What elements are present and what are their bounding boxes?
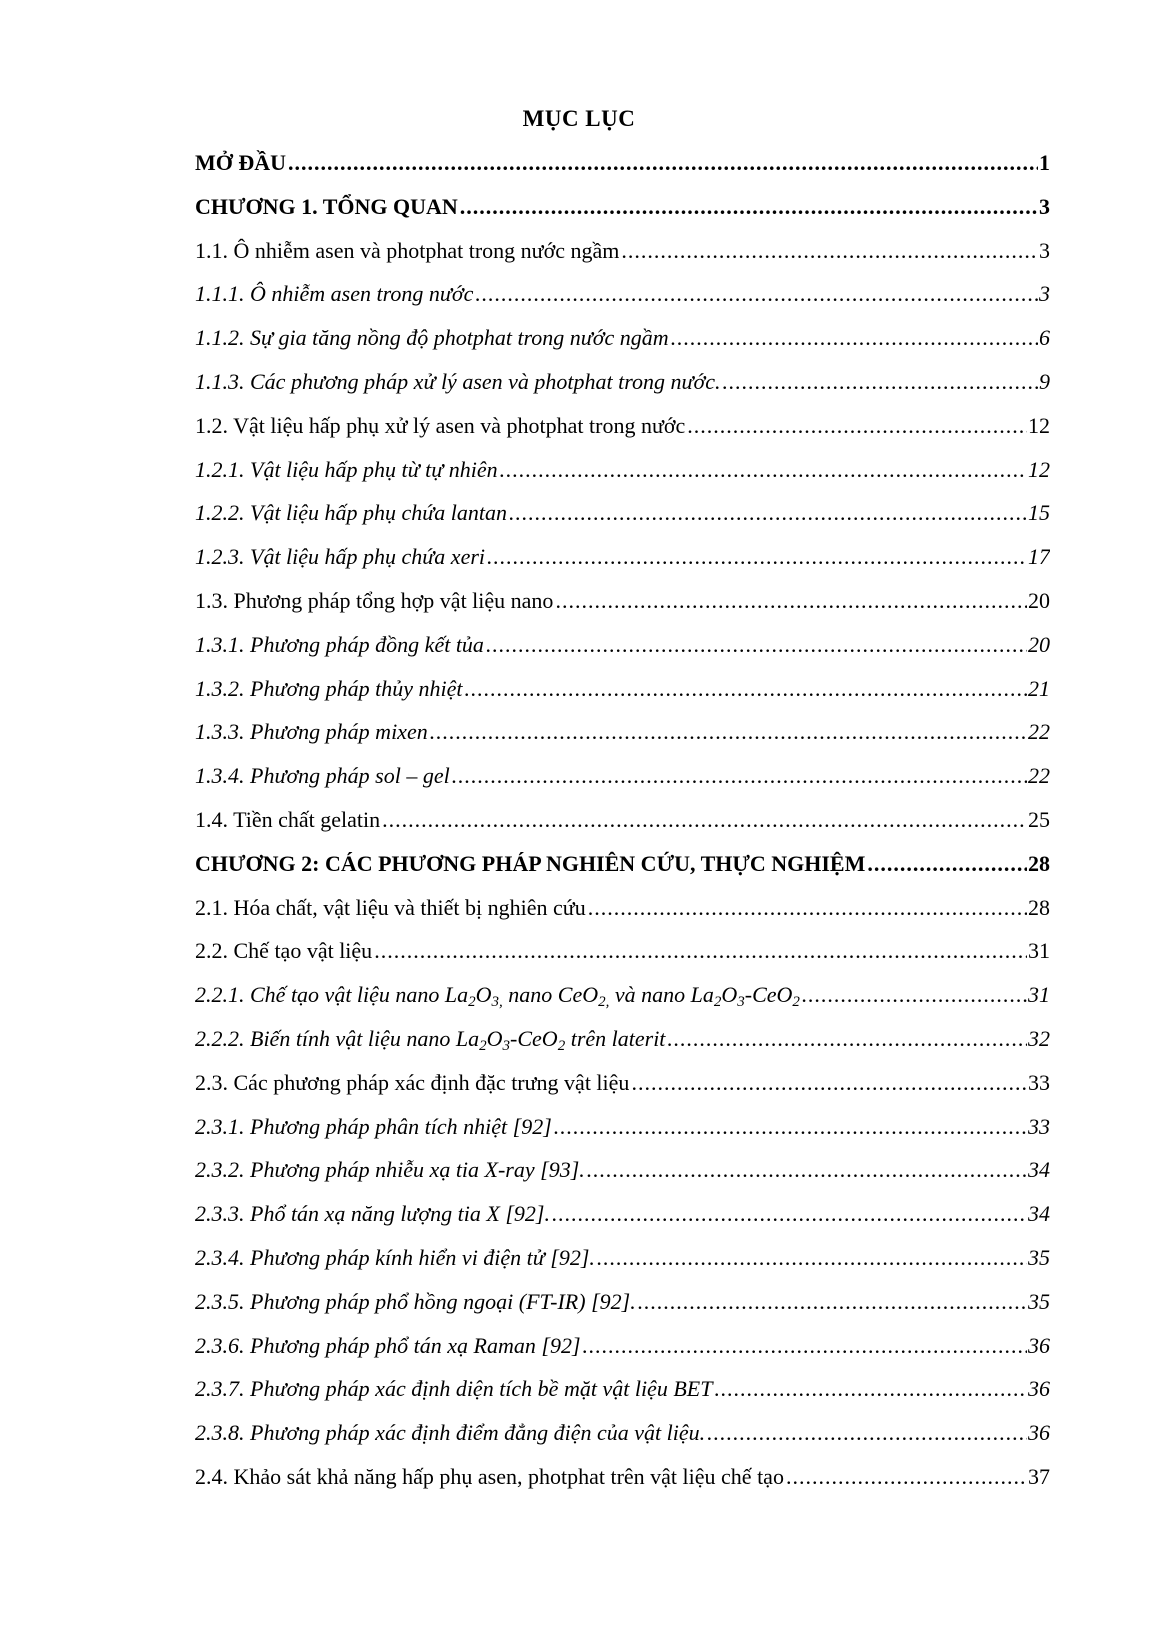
toc-page-number: 22 <box>1028 763 1050 789</box>
toc-entry-label: MỞ ĐẦU <box>195 150 287 175</box>
toc-entry-2-1[interactable] <box>195 895 1050 939</box>
page-title: MỤC LỤC <box>522 106 636 131</box>
dot-leader <box>786 1464 1027 1490</box>
dot-leader <box>552 1201 1027 1227</box>
toc-page-number: 3 <box>1039 193 1050 219</box>
dot-leader <box>555 588 1027 614</box>
toc-entry-label: 2.4. Khảo sát khả năng hấp phụ asen, photphat trên vật liệu chế tạo <box>195 1463 784 1489</box>
toc-entry-1-1[interactable] <box>195 238 1050 282</box>
toc-entry-1-3-2[interactable] <box>195 676 1050 720</box>
toc-entry-label: 2.3.8. Phương pháp xác định điểm đẳng điện của vật liệu. <box>195 1420 706 1446</box>
toc-entry-mo-dau[interactable] <box>195 150 1050 194</box>
toc-entry-1-1-1[interactable] <box>195 281 1050 325</box>
toc-entry-2-2[interactable] <box>195 938 1050 982</box>
toc-entry-2-3-8[interactable] <box>195 1420 1050 1464</box>
toc-entry-label: 1.2.3. Vật liệu hấp phụ chứa xeri <box>195 544 486 570</box>
toc-entry-label: 2.3.1. Phương pháp phân tích nhiệt [92] <box>195 1113 552 1139</box>
dot-leader <box>500 457 1027 483</box>
toc-entry-label: 1.1.1. Ô nhiễm asen trong nước <box>195 281 474 307</box>
dot-leader <box>288 150 1038 176</box>
dot-leader <box>374 938 1027 964</box>
toc-entry-label: 1.2.2. Vật liệu hấp phụ chứa lantan <box>195 500 508 526</box>
toc-entry-label: 2.3.5. Phương pháp phổ hồng ngoại (FT-IR) [92]. <box>195 1288 636 1314</box>
dot-leader <box>382 807 1027 833</box>
dot-leader <box>597 1245 1027 1271</box>
toc-entry-label: 2.3.3. Phổ tán xạ năng lượng tia X [92]. <box>195 1201 550 1227</box>
toc-page-number: 32 <box>1028 1025 1050 1051</box>
toc-entry-label: 2.2.1. Chế tạo vật liệu nano $La_2O_{3,}$ nano CeO$_{2,}$ và nano $La_2O_3-CeO_2$ <box>195 982 800 1011</box>
toc-page-number: 15 <box>1028 500 1050 526</box>
toc-page-number: 12 <box>1028 456 1050 482</box>
toc-entry-1-2-2[interactable] <box>195 500 1050 544</box>
toc-page-number: 21 <box>1028 675 1050 701</box>
dot-leader <box>588 895 1027 921</box>
dot-leader <box>554 1114 1027 1140</box>
dot-leader <box>583 1333 1027 1359</box>
toc-page-number: 33 <box>1028 1069 1050 1095</box>
toc-page-number: 28 <box>1028 850 1050 876</box>
dot-leader <box>487 544 1027 570</box>
toc-entry-chuong-2[interactable] <box>195 851 1050 895</box>
toc-entry-label: 2.1. Hóa chất, vật liệu và thiết bị nghiên cứu <box>195 894 586 920</box>
toc-page-number: 33 <box>1028 1113 1050 1139</box>
toc-entry-label: 2.3.6. Phương pháp phổ tán xạ Raman [92] <box>195 1332 581 1358</box>
toc-entry-label: 2.3. Các phương pháp xác định đặc trưng vật liệu <box>195 1069 630 1095</box>
toc-entry-label: 1.4. Tiền chất gelatin <box>195 806 381 832</box>
toc-page-number: 34 <box>1028 1201 1050 1227</box>
toc-entry-1-3-1[interactable] <box>195 632 1050 676</box>
toc-entry-label: 1.3. Phương pháp tổng hợp vật liệu nano <box>195 587 554 613</box>
toc-entry-label: CHƯƠNG 2: CÁC PHƯƠNG PHÁP NGHIÊN CỨU, THỰC NGHIỆM <box>195 850 866 876</box>
dot-leader <box>687 413 1027 439</box>
dot-leader <box>486 632 1027 658</box>
toc-page-number: 6 <box>1039 325 1050 351</box>
dot-leader <box>723 369 1039 395</box>
dot-leader <box>631 1070 1027 1096</box>
toc-entry-1-3-4[interactable] <box>195 763 1050 807</box>
toc-entry-1-3[interactable] <box>195 588 1050 632</box>
toc-entry-1-1-2[interactable] <box>195 325 1050 369</box>
toc-page-number: 9 <box>1039 368 1050 394</box>
toc-entry-label: 1.1.2. Sự gia tăng nồng độ photphat trong nước ngầm <box>195 325 669 351</box>
toc-page-number: 17 <box>1028 544 1050 570</box>
toc-entry-2-2-1[interactable] <box>195 982 1050 1026</box>
toc-page-number: 28 <box>1028 894 1050 920</box>
toc-entry-1-1-3[interactable] <box>195 369 1050 413</box>
toc-entry-2-3-3[interactable] <box>195 1201 1050 1245</box>
toc-page-number: 35 <box>1028 1288 1050 1314</box>
toc-entry-label: 2.2.2. Biến tính vật liệu nano $La_2O_3-CeO_2$ trên laterit <box>195 1025 666 1054</box>
toc-entry-label: 1.1. Ô nhiễm asen và photphat trong nước ngầm <box>195 237 620 263</box>
toc-page-number: 22 <box>1028 719 1050 745</box>
toc-page-number: 1 <box>1039 150 1050 175</box>
toc-page-number: 20 <box>1028 587 1050 613</box>
toc-page-number: 3 <box>1039 237 1050 263</box>
dot-leader <box>465 676 1027 702</box>
dot-leader <box>714 1376 1027 1402</box>
toc-page-number: 36 <box>1028 1332 1050 1358</box>
dot-leader <box>867 851 1027 877</box>
toc-entry-2-2-2[interactable] <box>195 1026 1050 1070</box>
toc-entry-label: 1.3.3. Phương pháp mixen <box>195 719 428 745</box>
toc-page-number: 35 <box>1028 1244 1050 1270</box>
dot-leader <box>475 281 1038 307</box>
dot-leader <box>460 194 1038 220</box>
toc-entry-label: 2.3.2. Phương pháp nhiễu xạ tia X-ray [93]. <box>195 1157 585 1183</box>
toc-entry-label: 1.2. Vật liệu hấp phụ xử lý asen và photphat trong nước <box>195 412 686 438</box>
toc-page-number: 36 <box>1028 1420 1050 1446</box>
toc-entry-1-2[interactable] <box>195 413 1050 457</box>
toc-entry-label: 2.3.7. Phương pháp xác định diện tích bề mặt vật liệu BET <box>195 1376 713 1402</box>
dot-leader <box>430 719 1027 745</box>
table-of-contents <box>195 150 1050 1508</box>
toc-entry-2-3-6[interactable] <box>195 1333 1050 1377</box>
toc-entry-2-3-1[interactable] <box>195 1114 1050 1158</box>
toc-page-number: 31 <box>1028 982 1050 1008</box>
toc-entry-2-3-7[interactable] <box>195 1376 1050 1420</box>
toc-entry-2-3-4[interactable] <box>195 1245 1050 1289</box>
toc-page-number: 3 <box>1039 281 1050 307</box>
toc-page-number: 37 <box>1028 1463 1050 1489</box>
toc-entry-label: CHƯƠNG 1. TỔNG QUAN <box>195 193 458 219</box>
toc-entry-2-3-5[interactable] <box>195 1289 1050 1333</box>
toc-entry-1-2-3[interactable] <box>195 544 1050 588</box>
toc-page-number: 20 <box>1028 631 1050 657</box>
dot-leader <box>621 238 1038 264</box>
toc-entry-chuong-1[interactable] <box>195 194 1050 238</box>
toc-entry-label: 1.3.2. Phương pháp thủy nhiệt <box>195 675 463 701</box>
toc-page-number: 36 <box>1028 1376 1050 1402</box>
dot-leader <box>509 500 1027 526</box>
toc-entry-1-3-3[interactable] <box>195 719 1050 763</box>
toc-entry-1-2-1[interactable] <box>195 457 1050 501</box>
dot-leader <box>587 1157 1027 1183</box>
toc-entry-label: 2.3.4. Phương pháp kính hiển vi điện tử [92]. <box>195 1244 595 1270</box>
dot-leader <box>802 982 1027 1008</box>
toc-page-number: 25 <box>1028 806 1050 832</box>
toc-entry-2-3[interactable] <box>195 1070 1050 1114</box>
dot-leader <box>707 1420 1027 1446</box>
dot-leader <box>638 1289 1027 1315</box>
dot-leader <box>671 325 1038 351</box>
toc-page-number: 34 <box>1028 1157 1050 1183</box>
toc-entry-label: 2.2. Chế tạo vật liệu <box>195 938 373 964</box>
toc-entry-label: 1.3.1. Phương pháp đồng kết tủa <box>195 631 484 657</box>
toc-page-number: 31 <box>1028 938 1050 964</box>
toc-entry-1-4[interactable] <box>195 807 1050 851</box>
dot-leader <box>452 763 1027 789</box>
dot-leader <box>667 1026 1027 1052</box>
toc-page-number: 12 <box>1028 412 1050 438</box>
toc-entry-label: 1.3.4. Phương pháp sol – gel <box>195 763 450 789</box>
toc-entry-2-4[interactable] <box>195 1464 1050 1508</box>
toc-entry-2-3-2[interactable] <box>195 1157 1050 1201</box>
toc-entry-label: 1.2.1. Vật liệu hấp phụ từ tự nhiên <box>195 456 498 482</box>
toc-entry-label: 1.1.3. Các phương pháp xử lý asen và photphat trong nước. <box>195 368 721 394</box>
